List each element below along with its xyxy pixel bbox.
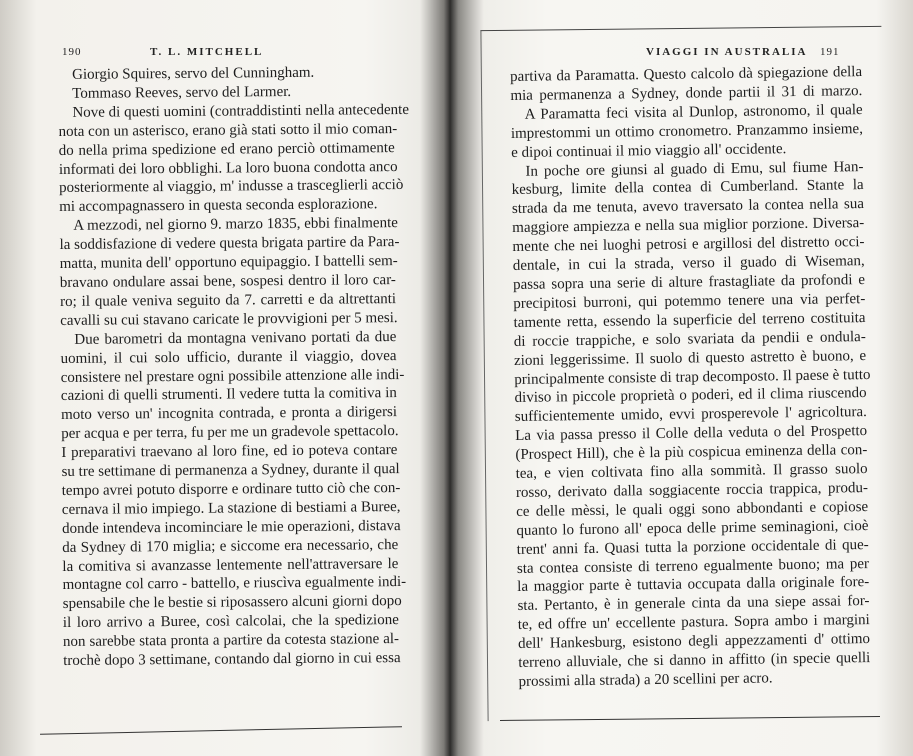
text-line: prossimi alla strada) a 20 scellini per acro. xyxy=(518,670,773,690)
page-number: 190 xyxy=(62,46,82,58)
text-line: consistere nel prestare ogni possibile attenzione alle indi- xyxy=(60,366,405,386)
text-line: Tommaso Reeves, servo del Larmer. xyxy=(72,83,292,102)
text-line: e dipoi continuai il mio viaggio all' occidente. xyxy=(511,140,787,161)
text-line: Due barometri da montagna venivano portati da due xyxy=(74,328,397,348)
text-line: bravano ondulare assai bene, sospesi dentro il loro car- xyxy=(59,272,396,291)
text-line: di roccie trappiche, e solo svariata da pendii e ondula- xyxy=(513,328,866,350)
text-line: Giorgio Squires, servo del Cunningham. xyxy=(72,64,315,83)
text-line: cavalli su cui stavano caricate le provvigioni per 5 mesi. xyxy=(60,309,398,329)
text-line: non sarebbe stata pronta a partire da cotesta stazione al- xyxy=(62,631,400,651)
text-line: la comitiva si avanzasse lentemente nell'attraversare le xyxy=(62,555,399,575)
text-line: imprestommi un ottimo cronometro. Pranzammo insieme, xyxy=(510,120,863,142)
page-number: 191 xyxy=(820,46,840,58)
text-line: cazioni di quelli strumenti. Il vedere tutta la comitiva in xyxy=(60,385,397,405)
text-line: dell' Hankesburg, esistono degli appezzamenti d' ottimo xyxy=(517,631,871,653)
text-line: donde intendeva incominciare le mie operazioni, distava xyxy=(61,517,401,537)
page-text xyxy=(510,63,871,692)
text-line: informati dei loro obblighi. La loro buona condotta anco xyxy=(58,158,398,178)
text-line: nota con un asterisco, erano già stati sotto il mio coman- xyxy=(58,120,398,140)
text-line: la maggior parte è tuttavia occupata dalla originale fore- xyxy=(517,574,870,596)
text-line: A Paramatta feci visita al Dunlop, astronomo, il quale xyxy=(524,101,863,123)
left-page xyxy=(0,0,440,756)
text-line: diviso in piccole proprietà o poderi, ed il clima riuscendo xyxy=(514,385,867,407)
text-line: In poche ore giunsi al guado di Emu, sul fiume Han- xyxy=(525,158,864,180)
text-line: ro; il quale veniva seguito da 7. carretti e da altrettanti xyxy=(59,290,397,310)
text-line: trent' anni fa. Quasi tutta la porzione occidentale di que- xyxy=(516,536,869,558)
page-text xyxy=(58,63,410,671)
running-head: T. L. MITCHELL xyxy=(150,46,264,58)
text-line: da Sydney di 170 miglia; e siccome era necessario, che xyxy=(62,536,399,556)
text-line: quanto lo furono all' epoca delle prime seminagioni, cioè xyxy=(516,517,869,539)
text-line: posteriormente al viaggio, m' indusse a trasceglierli acciò xyxy=(58,177,404,197)
text-line: maggiore ampiezza e nella sua miglior porzione. Diversa- xyxy=(512,215,865,237)
text-line: matta, munita dell' opportuno equipaggio. I battelli sem- xyxy=(59,253,398,273)
text-line: La via passa presso il Colle della veduta o del Prospetto xyxy=(515,423,868,445)
text-line: zioni leggerissime. Il suolo di questo astretto è buono, e xyxy=(513,347,867,369)
text-line: uomini, il cui solo ufficio, durante il viaggio, dovea xyxy=(60,347,397,367)
text-line: cernava il mio impiego. La stazione di bestiami a Buree, xyxy=(61,498,401,518)
text-line: sta contea consiste di terreno egualmente buono; ma per xyxy=(516,555,870,577)
text-line: rosso, derivato dalla soggiacente roccia trappica, produ- xyxy=(515,479,869,501)
text-line: (Prospect Hill), che è la più cospicua eminenza della con- xyxy=(515,442,868,464)
text-line: trochè dopo 3 settimane, contando dal giorno in cui essa xyxy=(63,650,401,670)
text-line: te, ed offre un' eccellente pastura. Sopra ambo i margini xyxy=(517,612,870,634)
text-line: do nella prima spedizione ed erano perciò ottimamente xyxy=(58,139,395,159)
text-line: strada da me tenuta, avevo traversato la contea nella sua xyxy=(511,196,865,218)
text-line: I preparativi traevano al loro fine, ed io poteva contare xyxy=(61,442,398,462)
text-line: su tre settimane di permanenza a Sydney, durante il qual xyxy=(61,461,400,481)
text-line: dentale, in cui la strada, verso il guado di Wiseman, xyxy=(512,253,865,275)
text-line: mente che nei luoghi petrosi e argillosi del distretto occi- xyxy=(512,234,865,256)
text-line: kesburg, limite della contea di Cumberland. Stante la xyxy=(511,177,864,199)
text-line: montagne col carro - battello, e riuscìva egualmente indi- xyxy=(62,574,407,594)
text-line: sta. Pertanto, è in generale cinta da una siepe assai for- xyxy=(517,593,870,615)
text-line: tempo avrei potuto disporre e ordinare tutto ciò che con- xyxy=(61,479,401,499)
text-line: la soddisfazione di vedere questa brigata partire da Para- xyxy=(59,234,400,254)
text-line: mi accompagnassero in questa seconda esplorazione. xyxy=(59,196,378,216)
text-line: partiva da Paramatta. Questo calcolo dà spiegazione della xyxy=(510,64,863,85)
text-line: A mezzodi, nel giorno 9. marzo 1835, ebbi finalmente xyxy=(73,215,398,235)
text-line: ce delle mèssi, le quali oggi sono abbondanti e copiose xyxy=(516,498,869,520)
text-line: sufficientemente umido, evvi prosperevole l' agricoltura. xyxy=(514,404,867,426)
text-line: passa sopra una serie di alture frastagliate da profondi e xyxy=(512,272,866,293)
text-line: principalmente consiste di trap decomposto. Il paese è tutto xyxy=(514,366,871,388)
text-line: moto verso un' incognita contrada, e pronta a dirigersi xyxy=(60,404,398,424)
running-head: VIAGGI IN AUSTRALIA xyxy=(646,46,808,58)
text-line: il loro arrivo a Buree, così calcolai, che la spedizione xyxy=(62,612,399,632)
text-line: precipitosi burroni, qui potemmo tenere una via perfet- xyxy=(513,290,866,312)
text-line: terreno alluviale, che si danno in affitto (in specie quelli xyxy=(518,650,871,672)
text-line: per acqua e per terra, fu per me un gradevole spettacolo. xyxy=(61,423,399,443)
page-bottom-rule xyxy=(40,726,402,735)
text-line: tamente retta, essendo la superficie del terreno costituita xyxy=(513,309,866,331)
text-line: mia permanenza a Sydney, donde partii il 31 di marzo. xyxy=(510,82,863,104)
text-line: tea, e vien coltivata fino alla sommità. Il grasso suolo xyxy=(515,461,868,482)
right-page xyxy=(470,0,913,756)
text-line: spensabile che le bestie si riposassero alcuni giorni dopo xyxy=(62,593,402,613)
text-line: Nove di questi uomini (contraddistinti nella antecedente xyxy=(72,101,410,121)
